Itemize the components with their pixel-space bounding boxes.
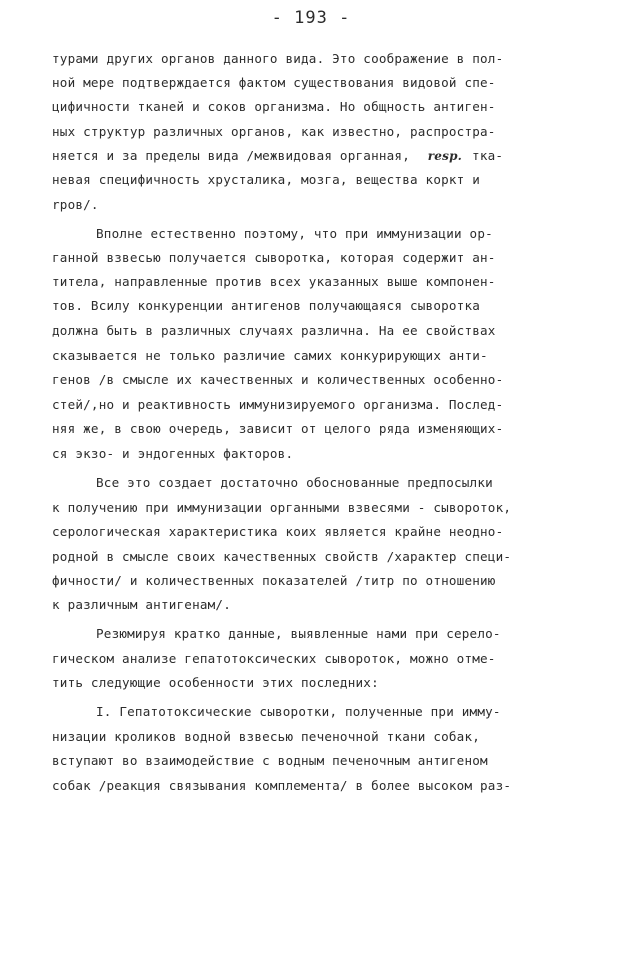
- text-line: тить следующие особенности этих последних:: [52, 675, 379, 690]
- text-line: вступают во взаимодействие с водным печеночным антигеном: [52, 753, 488, 768]
- text-line: ся экзо- и эндогенных факторов.: [52, 446, 294, 461]
- text-line: гическом анализе гепатотоксических сывороток, можно отме-: [52, 651, 496, 666]
- text-line: цифичности тканей и соков организма. Но общность антиген-: [52, 99, 496, 114]
- text-line: сказывается не только различие самих конкурирующих анти-: [52, 348, 488, 363]
- handwritten-note: resp.: [427, 149, 463, 163]
- text-line: собак /реакция связывания комплемента/ в более высоком раз-: [52, 778, 512, 793]
- text-line: к получению при иммунизации органными взвесями - сывороток,: [52, 500, 512, 515]
- text-line: должна быть в различных случаях различна. На ее свойствах: [52, 323, 496, 338]
- text-line: Вполне естественно поэтому, что при иммунизации ор-: [96, 226, 493, 241]
- text-line: I. Гепатотоксические сыворотки, полученные при имму-: [96, 704, 501, 719]
- text-line: к различным антигенам/.: [52, 597, 231, 612]
- text-line: фичности/ и количественных показателей /титр по отношению: [52, 573, 496, 588]
- text-line: Резюмируя кратко данные, выявленные нами при серело-: [96, 626, 501, 641]
- text-line: родной в смысле своих качественных свойств /характер специ-: [52, 549, 512, 564]
- text-line-main: няется и за пределы вида /межвидовая органная,: [52, 148, 418, 163]
- text-line-suffix: тка-: [472, 148, 504, 163]
- text-line: [52, 148, 503, 164]
- text-line: турами других органов данного вида. Это соображение в пол-: [52, 51, 504, 66]
- text-line: rров/.: [52, 197, 99, 212]
- text-line: генов /в смысле их качественных и количественных особенно-: [52, 372, 504, 387]
- text-line: няя же, в свою очередь, зависит от целого ряда изменяющих-: [52, 421, 504, 436]
- text-line: ной мере подтверждается фактом существования видовой спе-: [52, 75, 496, 90]
- text-line: титела, направленные против всех указанных выше компонен-: [52, 274, 496, 289]
- text-line: серологическая характеристика коих является крайне неодно-: [52, 524, 504, 539]
- text-line: ганной взвесью получается сыворотка, которая содержит ан-: [52, 250, 496, 265]
- text-line: низации кроликов водной взвесью печеночной ткани собак,: [52, 729, 481, 744]
- text-line: ных структур различных органов, как известно, распростра-: [52, 124, 496, 139]
- text-line: тов. Всилу конкуренции антигенов получающаяся сыворотка: [52, 298, 481, 313]
- text-line: стей/,но и реактивность иммунизируемого организма. Послед-: [52, 397, 504, 412]
- text-line: Все это создает достаточно обоснованные предпосылки: [96, 475, 493, 490]
- page-number: - 193 -: [271, 8, 351, 28]
- text-line: невая специфичность хрусталика, мозга, вещества коркт и: [52, 172, 481, 187]
